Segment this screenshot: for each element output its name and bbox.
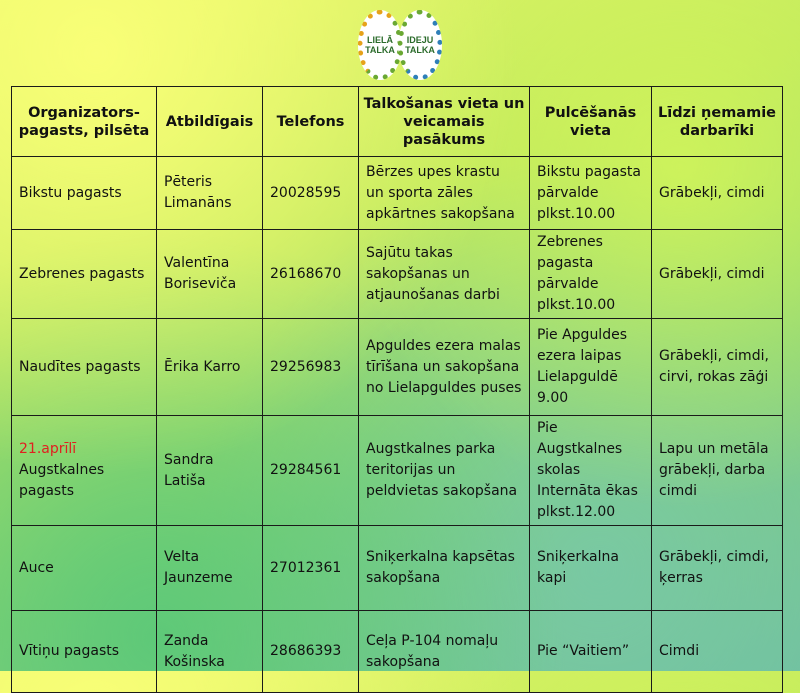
table-header-row [12, 87, 783, 157]
cell-responsible: Sandra Latiša [157, 416, 263, 526]
cell-phone: 27012361 [263, 526, 359, 611]
organizer-text: Auce [19, 559, 54, 576]
cell-tools: Grābekļi, cimdi [652, 157, 783, 230]
cell-tools: Grābekļi, cimdi, cirvi, rokas zāģi [652, 319, 783, 416]
col-header-place: Talkošanas vieta un veicamais pasākums [359, 87, 530, 157]
cell-place: Sajūtu takas sakopšanas un atjaunošanas darbi [359, 230, 530, 319]
cell-phone: 29256983 [263, 319, 359, 416]
cell-responsible: Zanda Košinska [157, 611, 263, 693]
logo-left-wreath [358, 10, 402, 80]
cell-tools: Lapu un metāla grābekļi, darba cimdi [652, 416, 783, 526]
cell-phone: 29284561 [263, 416, 359, 526]
cell-organizer [12, 611, 157, 693]
cell-place: Apguldes ezera malas tīrīšana un sakopšana no Lielapguldes puses [359, 319, 530, 416]
cell-phone: 20028595 [263, 157, 359, 230]
logo-right-wreath [398, 10, 442, 80]
cell-responsible: Pēteris Limanāns [157, 157, 263, 230]
col-header-phone: Telefons [263, 87, 359, 157]
cell-responsible: Ērika Karro [157, 319, 263, 416]
table-row [12, 319, 783, 416]
cell-phone: 26168670 [263, 230, 359, 319]
cell-meeting: Pie “Vaitiem” [530, 611, 652, 693]
cell-meeting: Sniķerkalna kapi [530, 526, 652, 611]
logo-text: TALKA [365, 45, 395, 55]
logo-text: TALKA [405, 45, 435, 55]
cell-organizer [12, 157, 157, 230]
date-note: 21.aprīlī [19, 441, 77, 457]
col-header-meeting: Pulcēšanās vieta [530, 87, 652, 157]
cell-phone: 28686393 [263, 611, 359, 693]
cell-place: Bērzes upes krastu un sporta zāles apkārtnes sakopšana [359, 157, 530, 230]
cell-organizer [12, 319, 157, 416]
cell-tools: Grābekļi, cimdi [652, 230, 783, 319]
organizer-text: Augstkalnes pagasts [19, 462, 105, 499]
logo-text: LIELĀ [367, 35, 393, 45]
table-row [12, 416, 783, 526]
table-row [12, 230, 783, 319]
organizer-text: Zebrenes pagasts [19, 265, 145, 282]
cell-responsible: Velta Jaunzeme [157, 526, 263, 611]
organizer-text: Bikstu pagasts [19, 184, 122, 201]
cell-organizer [12, 526, 157, 611]
cell-tools: Cimdi [652, 611, 783, 693]
cell-meeting: Pie Apguldes ezera laipas Lielapguldē 9.00 [530, 319, 652, 416]
table-row [12, 157, 783, 230]
events-table [11, 86, 783, 693]
cell-place: Sniķerkalna kapsētas sakopšana [359, 526, 530, 611]
cell-tools: Grābekļi, cimdi, ķerras [652, 526, 783, 611]
organizer-text: Vītiņu pagasts [19, 643, 120, 659]
table-row [12, 526, 783, 611]
col-header-tools: Līdzi ņemamie darbarīki [652, 87, 783, 157]
cell-organizer [12, 416, 157, 526]
organizer-text: Naudītes pagasts [19, 358, 141, 375]
cell-responsible: Valentīna Boriseviča [157, 230, 263, 319]
logo-text: IDEJU [406, 35, 434, 45]
cell-place: Ceļa P-104 nomaļu sakopšana [359, 611, 530, 693]
cell-meeting: Zebrenes pagasta pārvalde plkst.10.00 [530, 230, 652, 319]
cell-meeting: Bikstu pagasta pārvalde plkst.10.00 [530, 157, 652, 230]
col-header-organizer: Organizators-pagasts, pilsēta [12, 87, 157, 157]
cell-organizer [12, 230, 157, 319]
liela-talka-logo [358, 10, 442, 84]
table-row [12, 611, 783, 693]
cell-meeting: Pie Augstkalnes skolas Internāta ēkas plkst.12.00 [530, 416, 652, 526]
cell-place: Augstkalnes parka teritorijas un peldvietas sakopšana [359, 416, 530, 526]
col-header-responsible: Atbildīgais [157, 87, 263, 157]
